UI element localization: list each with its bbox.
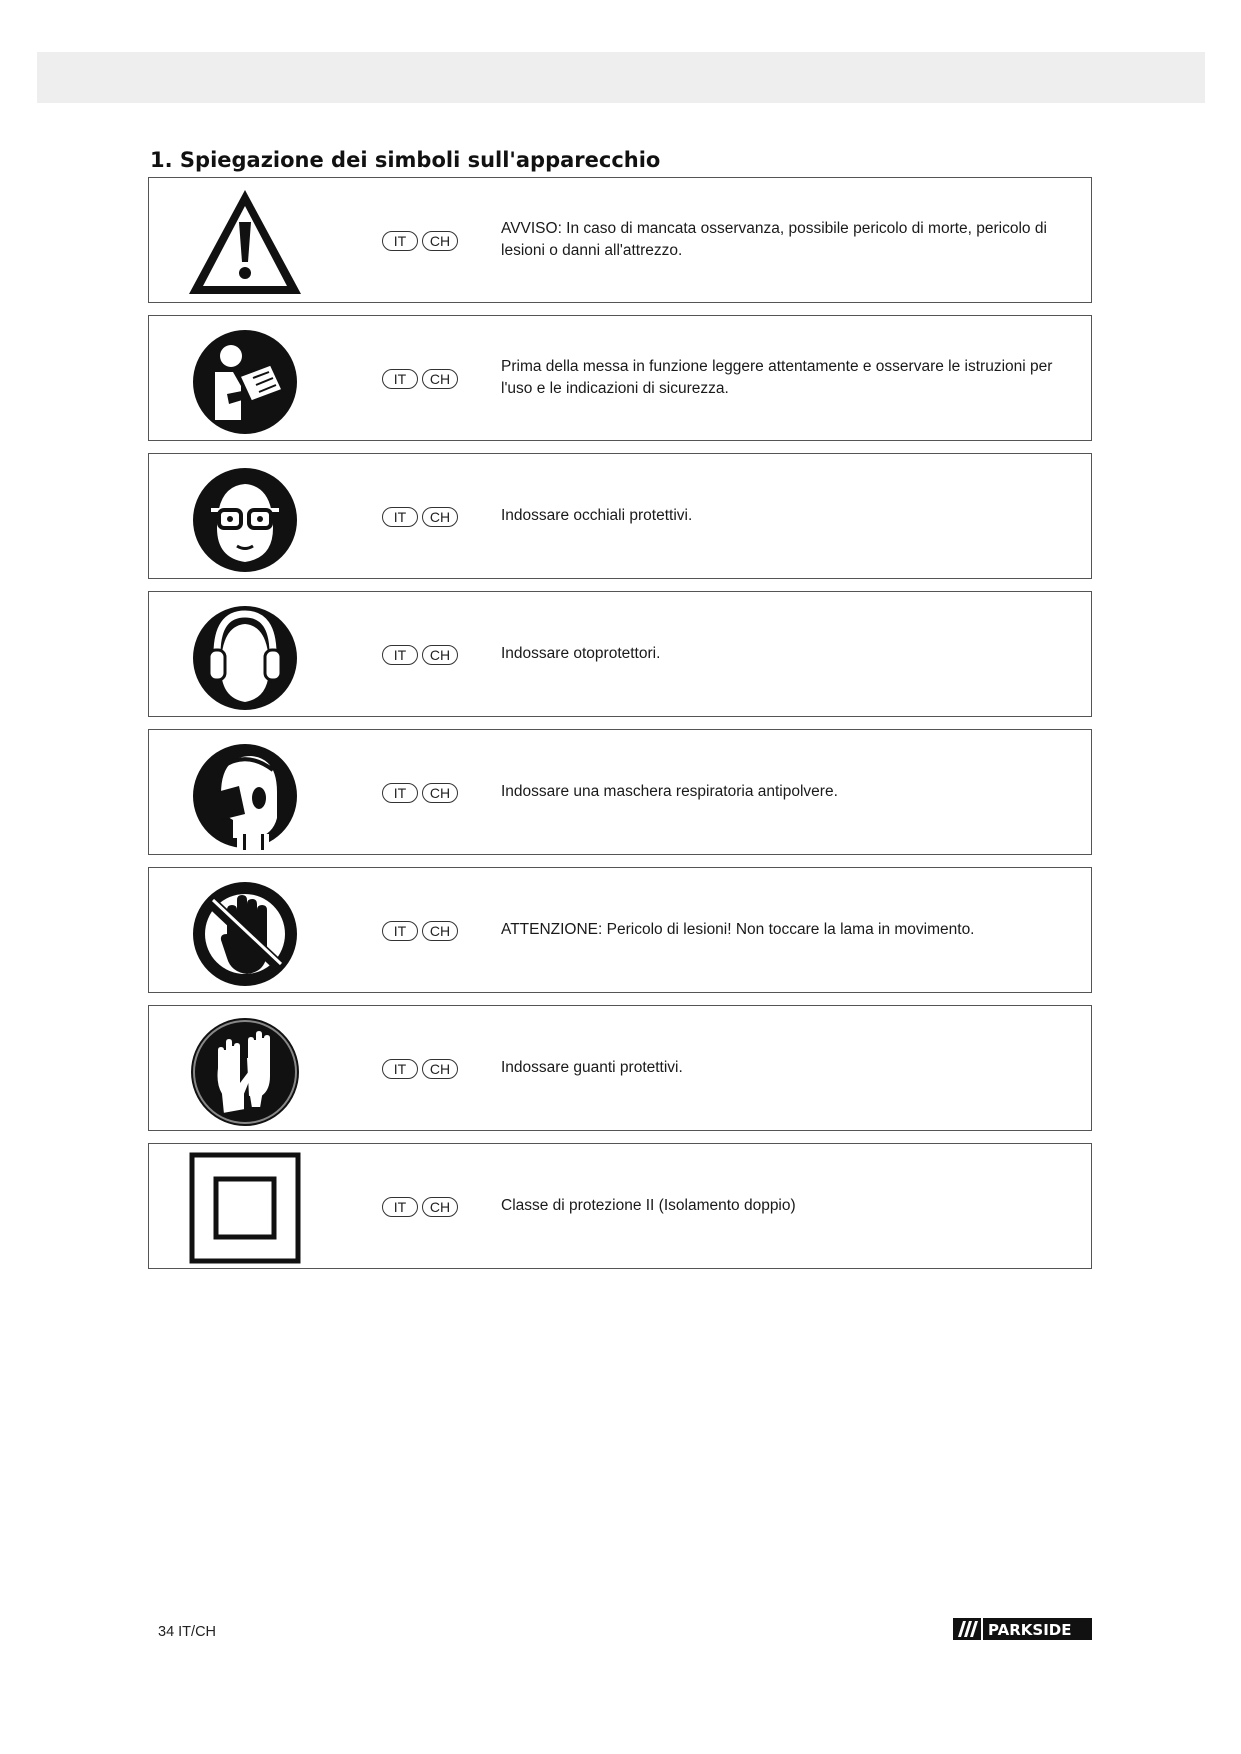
country-code-it: IT	[382, 231, 418, 251]
country-codes	[382, 507, 458, 529]
country-code-ch: CH	[422, 231, 458, 251]
symbol-table	[148, 177, 1092, 1281]
symbol-row	[148, 1005, 1092, 1131]
brand-name: PARKSIDE	[988, 1621, 1072, 1639]
country-codes	[382, 1059, 458, 1081]
symbol-description-text: AVVISO: In caso di mancata osservanza, possibile pericolo di morte, pericolo di lesioni o danni all'attrezzo.	[501, 219, 1047, 259]
symbol-row	[148, 315, 1092, 441]
country-codes	[382, 921, 458, 943]
country-code-ch: CH	[422, 1197, 458, 1217]
country-code-ch: CH	[422, 507, 458, 527]
country-code-ch: CH	[422, 921, 458, 941]
symbol-description	[501, 868, 1083, 991]
symbol-row	[148, 729, 1092, 855]
protective-gloves-icon	[187, 1010, 303, 1126]
eye-protection-icon	[187, 458, 303, 574]
country-codes	[382, 1197, 458, 1219]
country-code-it: IT	[382, 1197, 418, 1217]
symbol-row	[148, 591, 1092, 717]
symbol-row	[148, 177, 1092, 303]
symbol-description	[501, 316, 1083, 439]
section-number: 1.	[150, 148, 173, 172]
country-code-it: IT	[382, 1059, 418, 1079]
country-code-it: IT	[382, 369, 418, 389]
symbol-description	[501, 178, 1083, 301]
symbol-description-text: ATTENZIONE: Pericolo di lesioni! Non toccare la lama in movimento.	[501, 920, 975, 938]
country-code-ch: CH	[422, 369, 458, 389]
country-code-it: IT	[382, 783, 418, 803]
country-code-it: IT	[382, 921, 418, 941]
ear-protection-icon	[187, 596, 303, 712]
no-touch-hand-icon	[187, 872, 303, 988]
country-code-ch: CH	[422, 783, 458, 803]
country-codes	[382, 783, 458, 805]
symbol-description-text: Classe di protezione II (Isolamento doppio)	[501, 1196, 796, 1214]
dust-mask-icon	[187, 734, 303, 850]
country-code-it: IT	[382, 645, 418, 665]
symbol-description	[501, 592, 1083, 715]
symbol-description-text: Prima della messa in funzione leggere attentamente e osservare le istruzioni per l'uso e le indicazioni di sicurezza.	[501, 357, 1053, 397]
symbol-row	[148, 867, 1092, 993]
warning-triangle-icon	[187, 182, 303, 298]
country-code-ch: CH	[422, 1059, 458, 1079]
country-codes	[382, 231, 458, 253]
header-band	[37, 52, 1205, 103]
read-manual-icon	[187, 320, 303, 436]
page-number: 34 IT/CH	[158, 1624, 217, 1640]
symbol-description-text: Indossare occhiali protettivi.	[501, 506, 693, 524]
symbol-row	[148, 453, 1092, 579]
symbol-description	[501, 730, 1083, 853]
country-code-ch: CH	[422, 645, 458, 665]
country-codes	[382, 369, 458, 391]
symbol-description	[501, 454, 1083, 577]
symbol-description-text: Indossare otoprotettori.	[501, 644, 661, 662]
protection-class-ii-icon	[187, 1148, 303, 1264]
symbol-description	[501, 1144, 1083, 1267]
parkside-logo	[953, 1618, 1092, 1640]
country-codes	[382, 645, 458, 667]
section-title	[150, 148, 660, 172]
section-title-text: Spiegazione dei simboli sull'apparecchio	[179, 148, 661, 172]
symbol-description-text: Indossare guanti protettivi.	[501, 1058, 683, 1076]
symbol-description-text: Indossare una maschera respiratoria antipolvere.	[501, 782, 838, 800]
symbol-description	[501, 1006, 1083, 1129]
symbol-row	[148, 1143, 1092, 1269]
country-code-it: IT	[382, 507, 418, 527]
